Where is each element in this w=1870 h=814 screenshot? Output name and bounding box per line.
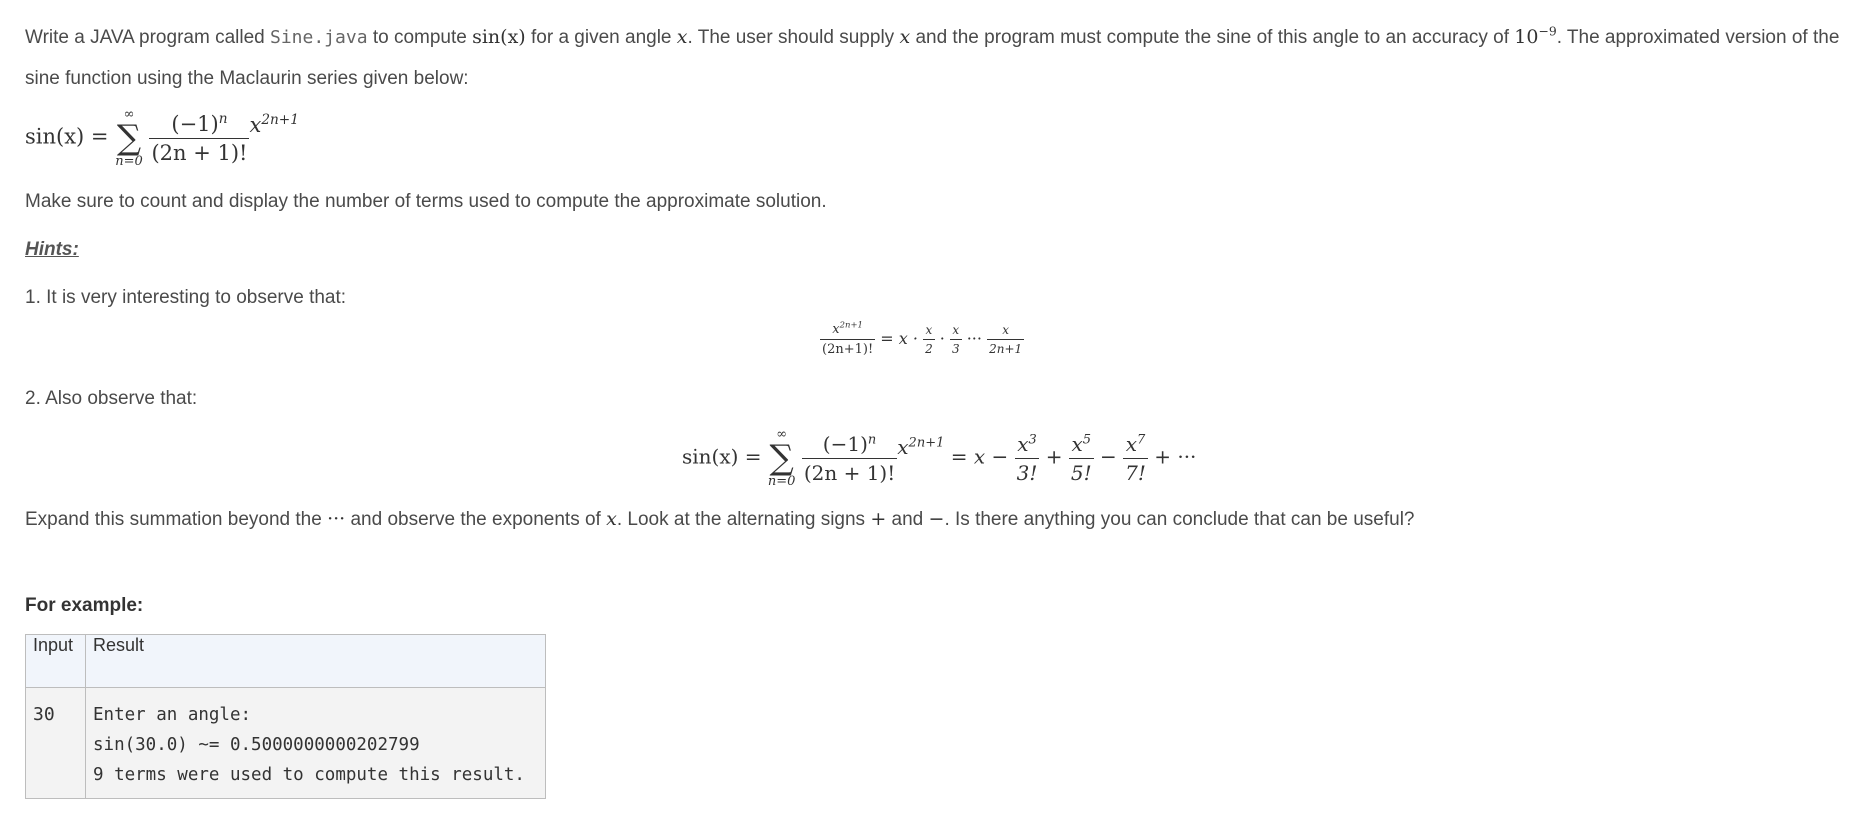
- math-x: x: [676, 26, 688, 48]
- math-accuracy: $10^{-9}$: [1514, 24, 1557, 48]
- intro-text: Write a JAVA program called: [25, 27, 265, 48]
- hint2-end: + ···: [1154, 444, 1197, 469]
- formula-lhs: sin(x) =: [25, 124, 109, 149]
- table-row: [26, 688, 546, 799]
- hint1-eq: = x ·: [880, 329, 918, 348]
- table-header-row: [26, 635, 546, 688]
- example-heading: For example:: [25, 595, 144, 616]
- column-header-input: Input: [26, 635, 86, 688]
- hint2-term-3: $\frac{x^3}{3!}$: [1016, 431, 1038, 485]
- hints-heading: Hints:: [25, 239, 79, 260]
- intro-text: for a given angle: [531, 27, 672, 48]
- input-cell: 30: [26, 688, 86, 799]
- example-table: [25, 634, 546, 799]
- count-note: Make sure to count and display the number of terms used to compute the approximate solution.: [25, 191, 827, 212]
- hint2-term-7: $\frac{x^7}{7!}$: [1125, 431, 1146, 485]
- math-x: x: [899, 26, 911, 48]
- hint2-term-5: $\frac{x^5}{5!}$: [1070, 431, 1092, 485]
- intro-text: to compute: [372, 27, 467, 48]
- maclaurin-formula: [25, 108, 299, 168]
- intro-text: . The user should supply: [687, 27, 895, 48]
- class-name-code: Sine.java: [270, 27, 368, 48]
- hint-1-label: 1. It is very interesting to observe that:: [25, 287, 347, 308]
- hint2-eq: = x −: [950, 444, 1009, 469]
- hint2-fraction: $\frac{(-1)^n}{(2n + 1)!}$: [803, 431, 896, 485]
- result-cell: [86, 688, 546, 799]
- hint2-minus: −: [1099, 444, 1117, 469]
- column-header-result: Result: [86, 635, 546, 688]
- formula-fraction: $\frac{(-1)^n}{(2n + 1)!}$: [151, 110, 248, 165]
- formula-power: $x^{2n+1}$: [249, 111, 299, 137]
- intro-text: . The approximated version of the: [1556, 27, 1840, 48]
- intro-line-2: sine function using the Maclaurin series given below:: [25, 68, 469, 89]
- expand-note: Expand this summation beyond the ··· and observe the exponents of x. Look at the alternating signs + and −. Is there anything you can conclude that can be useful?: [25, 508, 1415, 530]
- hint1-frac-3: $\frac{x}{3}$: [951, 323, 960, 356]
- math-sin-x: sin(x): [472, 26, 526, 48]
- hint1-frac-n: $\frac{x}{2n+1}$: [989, 323, 1023, 356]
- hint1-frac-2: $\frac{x}{2}$: [925, 323, 933, 356]
- summation-symbol: ∞ ∑ n=0: [767, 427, 796, 489]
- hint-1-formula: [820, 319, 1024, 357]
- hint2-power: $x^{2n+1}$: [897, 434, 945, 459]
- result-line: Enter an angle:: [93, 705, 252, 725]
- summation-symbol: ∞ ∑ n=0: [115, 107, 143, 169]
- result-line: 9 terms were used to compute this result.: [93, 765, 525, 785]
- hint1-dot: ·: [939, 329, 945, 348]
- hint-2-label: 2. Also observe that:: [25, 388, 198, 409]
- hint-2-formula: [682, 428, 1196, 488]
- intro-text: and the program must compute the sine of this angle to an accuracy of: [915, 27, 1510, 48]
- hint2-lhs: sin(x) =: [682, 444, 762, 469]
- hint1-lhs-fraction: $\frac{x^{2n+1}}{(2n+1)!}$: [822, 319, 874, 357]
- hint2-plus: +: [1045, 444, 1063, 469]
- hint1-dots: ···: [966, 329, 982, 348]
- intro-line-1: [25, 26, 1839, 50]
- result-line: sin(30.0) ~= 0.5000000000202799: [93, 735, 420, 755]
